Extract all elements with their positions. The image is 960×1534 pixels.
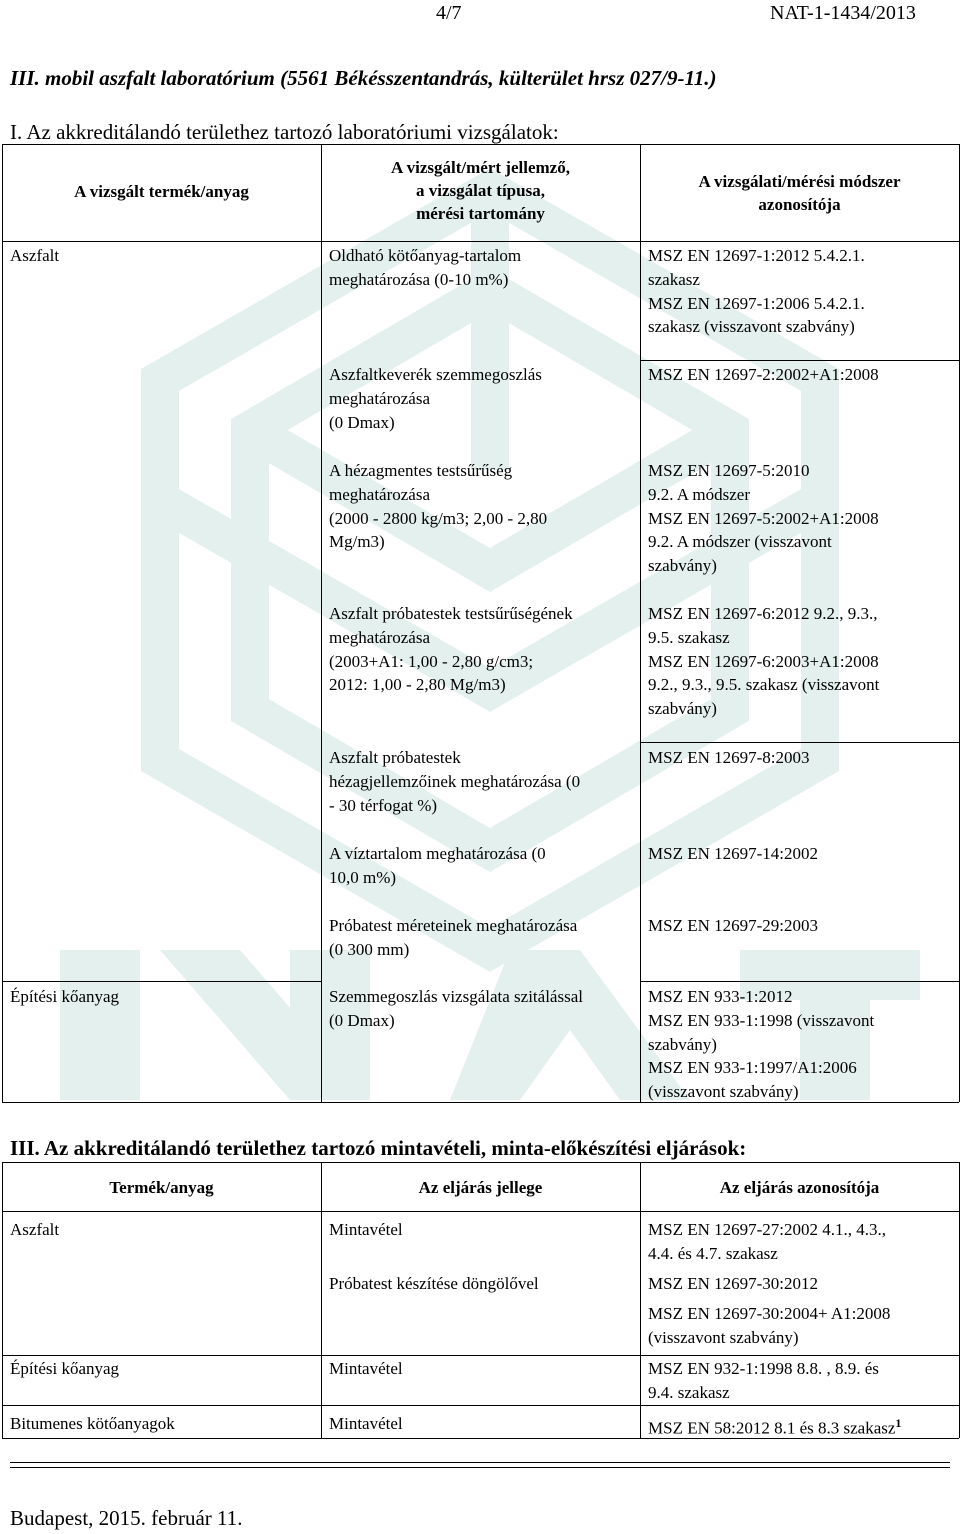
page-number: 4/7 [436,2,462,24]
table2-procedure-cell: Mintavétel [329,1414,403,1433]
document-id: NAT-1-1434/2013 [770,2,916,24]
table2-id-cell: MSZ EN 12697-30:2012 MSZ EN 12697-30:2004+ A1:2008 (visszavont szabvány) [648,1274,891,1347]
table2-procedure-cell: Mintavétel [329,1359,403,1378]
table1-method-cell: MSZ EN 12697-6:2012 9.2., 9.3., 9.5. szakasz MSZ EN 12697-6:2003+A1:2008 9.2., 9.3., 9.5. szakasz (visszavont szabvány) [648,604,880,719]
table1-method-cell: MSZ EN 12697-14:2002 [648,844,818,863]
table1-method-cell: MSZ EN 12697-8:2003 [648,748,810,767]
table2-procedure-cell: Próbatest készítése döngölővel [329,1274,539,1293]
table2-product-epitesi-koanyag: Építési kőanyag [10,1359,120,1378]
table1-method-cell: MSZ EN 12697-1:2012 5.4.2.1. szakasz MSZ EN 12697-1:2006 5.4.2.1. szakasz (visszavont szabvány) [648,246,865,337]
table1-header-method: A vizsgálati/mérési módszer azonosítója [698,172,901,214]
table2-header-product: Termék/anyag [109,1178,214,1197]
table2-header-procedure: Az eljárás jellege [418,1178,543,1197]
table1-property-cell: Próbatest méreteinek meghatározása (0 300 mm) [329,916,578,959]
footnote-marker: 1 [895,1416,902,1430]
table1-product-epitesi-koanyag: Építési kőanyag [10,987,120,1006]
table2-procedure-cell: Mintavétel [329,1220,403,1239]
table1-method-cell: MSZ EN 12697-2:2002+A1:2008 [648,365,879,384]
table2-header-id: Az eljárás azonosítója [719,1178,880,1197]
table1-property-cell: Aszfaltkeverék szemmegoszlás meghatározása (0 Dmax) [329,365,542,432]
table1-header-product: A vizsgált termék/anyag [74,182,249,201]
table1-method-cell: MSZ EN 933-1:2012 MSZ EN 933-1:1998 (visszavont szabvány) MSZ EN 933-1:1997/A1:2006 (visszavont szabvány) [648,987,875,1102]
table2-id-cell: MSZ EN 12697-27:2002 4.1., 4.3., 4.4. és 4.7. szakasz [648,1220,886,1263]
table1-property-cell: A víztartalom meghatározása (0 10,0 m%) [329,844,546,887]
table2-product-aszfalt: Aszfalt [10,1220,60,1239]
table1-property-cell: Oldható kötőanyag-tartalom meghatározása (0-10 m%) [329,246,522,289]
place-date: Budapest, 2015. február 11. [10,1506,243,1530]
table2-id-cell: MSZ EN 932-1:1998 8.8. , 8.9. és 9.4. szakasz [648,1359,879,1402]
table1-method-cell: MSZ EN 12697-5:2010 9.2. A módszer MSZ EN 12697-5:2002+A1:2008 9.2. A módszer (visszavont szabvány) [648,461,879,576]
table1-method-cell: MSZ EN 12697-29:2003 [648,916,818,935]
table2-product-bitumenes: Bitumenes kötőanyagok [10,1414,175,1433]
table2-id-cell: MSZ EN 58:2012 8.1 és 8.3 szakasz$^1$ [648,1416,902,1438]
table1-product-aszfalt: Aszfalt [10,246,60,265]
subheading: I. Az akkreditálandó területhez tartozó laboratóriumi vizsgálatok: [10,120,559,144]
table1-property-cell: Aszfalt próbatestek testsűrűségének meghatározása (2003+A1: 1,00 - 2,80 g/cm3; 2012: 1,00 - 2,80 Mg/m3) [329,604,573,695]
table1-property-cell: A hézagmentes testsűrűség meghatározása (2000 - 2800 kg/m3; 2,00 - 2,80 Mg/m3) [329,461,548,552]
section3-heading: III. Az akkreditálandó területhez tartozó mintavételi, minta-előkészítési eljárások: [10,1136,747,1160]
table1-header-property: A vizsgált/mért jellemző, a vizsgálat típusa, mérési tartomány [391,158,570,223]
table1-property-cell: Aszfalt próbatestek hézagjellemzőinek meghatározása (0 - 30 térfogat %) [329,748,581,815]
section-heading: III. mobil aszfalt laboratórium (5561 Békésszentandrás, külterület hrsz 027/9-11.) [10,66,717,90]
table1-property-cell: Szemmegoszlás vizsgálata szitálással (0 Dmax) [329,987,583,1030]
